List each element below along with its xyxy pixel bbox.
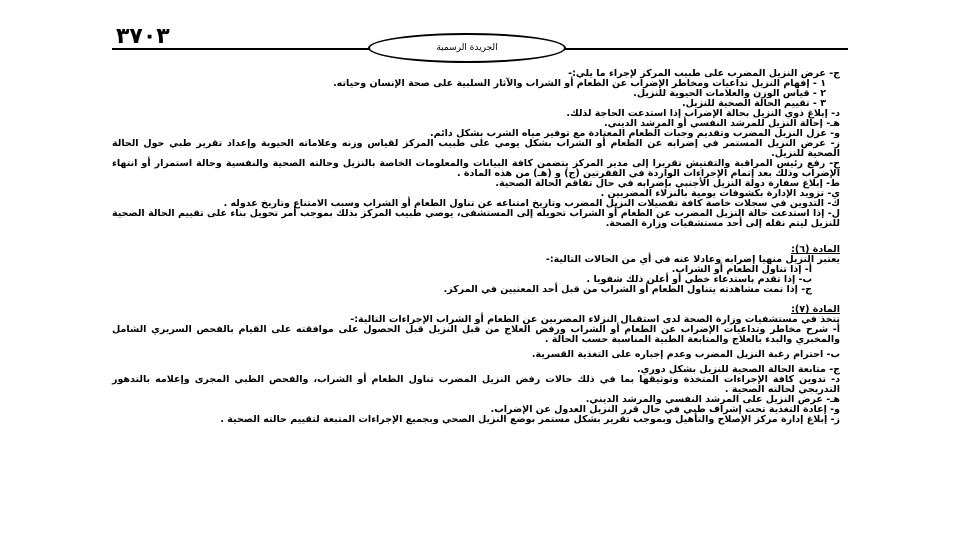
clause-h: هـ- إحالة النزيل للمرشد النفسي أو المرشد الديني.	[603, 118, 840, 129]
article-6-item-b: ب- إذا تقدم باستدعاء خطي أو أعلن ذلك شفويا .	[586, 274, 812, 285]
article-7-item-c: ج- متابعة الحالة الصحية للنزيل بشكل دوري.	[637, 364, 840, 375]
clause-z: ز- عرض النزيل المستمر في إضرابه عن الطعام أو الشراب بشكل يومي على طبيب المركز لقياس وزنه وعلاماته الحيوية وإعداد تقرير طبي حول الحالة الصحية للنزيل.	[112, 138, 840, 159]
section-c-item-2: ٢ - قياس الوزن والعلامات الحيوية للنزيل.	[633, 88, 826, 99]
article-7-item-d: د- تدوين كافة الإجراءات المتخذة وتوثيقها بما في ذلك حالات رفض النزيل المضرب تناول الطعام أو الشراب، والفحص الطبي المجرى وإعلامه بالتدهور التدريجي لحالته الصحية .	[112, 374, 840, 395]
article-7-item-f: و- إعادة التغذية تحت إشراف طبي في حال قرر النزيل العدول عن الإضراب.	[490, 404, 840, 415]
clause-ha: ح- رفع رئيس المراقبة والتفتيش تقريرا إلى مدير المركز يتضمن كافة البيانات والمعلومات الخاصة بالنزيل وحالته الصحية والنفسية وحالة استمرار أو انتهاء الإضراب وذلك بعد إتمام الإجراءات الواردة في الفقرتين (ج) و (هـ) من هذه المادة .	[112, 158, 840, 179]
masthead-title: الجريدة الرسمية	[436, 43, 498, 53]
clause-l: ل- إذا استدعت حالة النزيل المضرب عن الطعام أو الشراب تحويله إلى المستشفى، يوصي طبيب المركز بذلك بموجب أمر تحويل بناء على تقييم الحالة الصحية للنزيل ليتم نقله إلى أحد مستشفيات وزارة الصحة.	[112, 208, 840, 229]
clause-k: ك- التدوين في سجلات خاصة كافة تفصيلات النزيل المضرب وتاريخ امتناعه عن تناول الطعام أو الشراب وسبب الامتناع وتاريخ عدوله .	[223, 198, 840, 209]
article-6-heading: المادة (٦):	[791, 244, 840, 255]
article-7-item-a: أ- شرح مخاطر وتداعيات الإضراب عن الطعام أو الشراب ورفض العلاج من قبل النزيل قبل الحصول على موافقته على القيام بالفحص السريري الشامل والمخبري والبدء بالعلاج والمتابعة الطبية المناسبة حسب الحالة .	[112, 324, 840, 345]
article-7-item-b: ب- احترام رغبة النزيل المضرب وعدم إجباره على التغذية القسرية.	[531, 349, 840, 360]
document-body	[112, 69, 840, 425]
article-7-item-e: هـ- عرض النزيل على المرشد النفسي والمرشد الديني.	[585, 394, 840, 405]
article-7-item-g: ز- إبلاغ إدارة مركز الإصلاح والتأهيل وبموجب تقرير بشكل مستمر بوضع النزيل الصحي وبجميع الإجراءات المتبعة لتقييم حالته الصحية .	[220, 414, 840, 425]
article-7-heading: المادة (٧):	[791, 304, 840, 315]
clause-y: ي- تزويد الإدارة بكشوفات يومية بالنزلاء المضربين .	[600, 188, 840, 199]
clause-t: ط- إبلاغ سفارة دولة النزيل الأجنبي بإضرابه في حال تفاقم الحالة الصحية.	[495, 178, 840, 189]
section-c-item-3: ٣ - تقييم الحالة الصحية للنزيل.	[681, 98, 826, 109]
section-c-item-1: ١ - إفهام النزيل تداعيات ومخاطر الإضراب عن الطعام أو الشراب والآثار السلبية على صحة الإنسان وحياته.	[333, 78, 826, 89]
article-7-intro: تتخذ في مستشفيات وزارة الصحة لدى استقبال النزلاء المضربين عن الطعام أو الشراب الإجراءات التالية:-	[350, 314, 840, 325]
clause-w: و- عزل النزيل المضرب وتقديم وجبات الطعام المعتادة مع توفير مياه الشرب بشكل دائم.	[430, 128, 840, 139]
page-number: ٣٧٠٣	[116, 24, 170, 49]
article-6-intro: يعتبر النزيل منهيا إضرابه وعادلا عنه في أي من الحالات التالية:-	[545, 254, 840, 265]
article-6-item-a: أ- إذا تناول الطعام أو الشراب.	[671, 264, 812, 275]
section-c-intro: ج- عرض النزيل المضرب على طبيب المركز لإجراء ما يلي:-	[568, 68, 840, 79]
masthead-oval	[368, 33, 566, 63]
clause-d: د- إبلاغ ذوي النزيل بحالة الإضراب إذا استدعت الحاجة لذلك.	[566, 108, 840, 119]
article-6-item-c: ج- إذا تمت مشاهدته يتناول الطعام أو الشراب من قبل أحد المعنيين في المركز.	[443, 284, 812, 295]
